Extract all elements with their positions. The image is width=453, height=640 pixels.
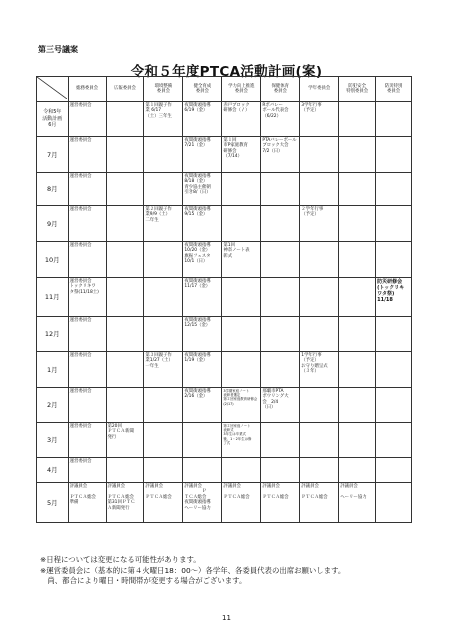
plan-cell: 運営委員会 — [68, 206, 106, 242]
plan-cell: PTAバレーボール ブロック大会 7/2（日） — [261, 137, 300, 173]
plan-cell — [106, 173, 144, 206]
plan-cell: 夜間街頭指導 2/16（金） — [183, 388, 222, 423]
note-line: ※運営委員会に（基本的に第４火曜日18：00～）各学年、各委員代表の出席お願いします。 — [40, 565, 346, 575]
plan-cell: 評議員会 Ｐ ＴＣＡ総会 夜間街頭指導 ヘーリー協力 — [183, 483, 222, 523]
month-label: 1月 — [37, 352, 69, 388]
diagonal-line — [37, 77, 67, 99]
plan-cell: 評議員会 ＰＴＣＡ総会 準備 — [68, 483, 106, 523]
plan-cell — [222, 173, 261, 206]
plan-cell — [376, 388, 412, 423]
month-label: 12月 — [37, 317, 69, 352]
plan-cell — [339, 458, 376, 483]
document-title: 令和５年度PTCA活動計画(案) — [130, 64, 323, 80]
plan-cell — [106, 278, 144, 317]
plan-cell — [106, 458, 144, 483]
month-row — [37, 352, 412, 388]
plan-cell — [300, 242, 339, 278]
plan-cell: 1学年行事 （予定） お守り贈呈式 （３年） — [300, 352, 339, 388]
column-header: 防犯安全 特別委員会 — [339, 77, 376, 102]
plan-cell — [339, 317, 376, 352]
plan-cell — [300, 458, 339, 483]
plan-cell — [144, 317, 183, 352]
plan-cell — [144, 388, 183, 423]
plan-cell — [339, 242, 376, 278]
plan-cell: 運営委員会 — [68, 173, 106, 206]
activity-plan-table — [36, 76, 412, 523]
plan-cell: 夜間街頭指導 8/18（金） 青少協主催朝 引き8/（日） — [183, 173, 222, 206]
plan-cell — [300, 173, 339, 206]
plan-cell — [339, 388, 376, 423]
plan-cell — [222, 317, 261, 352]
plan-cell: 評議員会 ＰＴＣＡ総会 — [261, 483, 300, 523]
month-label: 9月 — [37, 206, 69, 242]
plan-cell: ２学年行事 （予定） — [300, 206, 339, 242]
column-header: 健全育成 委員会 — [183, 77, 222, 102]
month-label: 10月 — [37, 242, 69, 278]
plan-cell — [300, 388, 339, 423]
plan-cell: 運営委員会 — [68, 102, 106, 137]
plan-cell — [261, 352, 300, 388]
plan-cell: 夜間街頭指導 9/15（金） — [183, 206, 222, 242]
plan-cell — [339, 137, 376, 173]
plan-cell: 第２回家庭ノート 表彰式 3年生は卒業式 後、1・2年生は修 了式 — [222, 423, 261, 458]
plan-cell — [261, 173, 300, 206]
plan-cell — [222, 352, 261, 388]
plan-cell — [106, 206, 144, 242]
plan-cell — [106, 137, 144, 173]
plan-cell: 運営委員会 トックリキワ タ祭(11/18土) — [68, 278, 106, 317]
plan-cell: 運営委員会 — [68, 388, 106, 423]
plan-cell: 第２回親子作 業9/9（土） 二年生 — [144, 206, 183, 242]
month-row — [37, 388, 412, 423]
plan-cell — [376, 352, 412, 388]
plan-cell: 評議員会 ヘーリー協力 — [339, 483, 376, 523]
plan-cell — [106, 242, 144, 278]
month-row — [37, 173, 412, 206]
plan-cell — [222, 278, 261, 317]
plan-cell: 評議員会 ＰＴＣＡ総会 第31回ＰＴＣ Ａ新聞発行 — [106, 483, 144, 523]
plan-cell: 防災研修会 (トックリキ ワタ祭) 11/18 — [376, 278, 412, 317]
plan-cell: 第３回親子作 業1/27（土） 一年生 — [144, 352, 183, 388]
plan-cell — [300, 278, 339, 317]
plan-cell — [339, 173, 376, 206]
plan-cell — [261, 317, 300, 352]
plan-cell — [144, 137, 183, 173]
plan-cell — [261, 206, 300, 242]
plan-cell — [300, 423, 339, 458]
plan-cell: 第1回 神奈ノート表 彰式 — [222, 242, 261, 278]
plan-cell — [144, 423, 183, 458]
plan-cell — [261, 278, 300, 317]
plan-cell — [339, 352, 376, 388]
plan-cell — [376, 317, 412, 352]
plan-cell: 3学期家庭ノート 表彰者選定 第２回家庭教育研修会 (2/17) — [222, 388, 261, 423]
column-header: 学年委員会 — [300, 77, 339, 102]
plan-cell: 夜間街頭指導 6/19（金） — [183, 102, 222, 137]
plan-cell — [261, 423, 300, 458]
plan-cell: 評議員会 ＰＴＣＡ総会 — [144, 483, 183, 523]
plan-cell: 評議員会 ＰＴＣＡ総会 — [300, 483, 339, 523]
plan-cell — [144, 278, 183, 317]
column-header: 防災特別 委員会 — [376, 77, 412, 102]
corner-cell — [37, 77, 69, 102]
plan-cell — [144, 242, 183, 278]
column-header: 学力向上推進 委員会 — [222, 77, 261, 102]
month-row — [37, 206, 412, 242]
notes — [40, 555, 345, 587]
plan-cell — [222, 206, 261, 242]
month-row — [37, 317, 412, 352]
plan-cell: 運営委員会 — [68, 423, 106, 458]
plan-cell — [144, 458, 183, 483]
plan-cell — [339, 206, 376, 242]
plan-cell — [376, 206, 412, 242]
column-header: 広報委員会 — [106, 77, 144, 102]
page-number: 11 — [222, 614, 231, 622]
plan-cell — [376, 423, 412, 458]
plan-cell — [339, 278, 376, 317]
plan-cell: 第１回親子作 業 6/17 （土）三年生 — [144, 102, 183, 137]
month-label: 5月 — [37, 483, 69, 523]
plan-cell: 夜間街頭指導 12/15（金） — [183, 317, 222, 352]
plan-cell — [339, 102, 376, 137]
plan-cell: Rボバレー ボール代表会 （6/22） — [261, 102, 300, 137]
plan-cell: 夜間街頭指導 10/20（金） 旗振フェスタ 10/1（日） — [183, 242, 222, 278]
plan-cell — [376, 173, 412, 206]
plan-cell: 運営委員会 — [68, 137, 106, 173]
month-row — [37, 102, 412, 137]
plan-cell — [261, 458, 300, 483]
header-row — [37, 77, 412, 102]
plan-cell: 運営委員会 — [68, 458, 106, 483]
month-label: 令和5年 活動計画 6月 — [37, 102, 69, 137]
plan-cell — [376, 483, 412, 523]
month-row — [37, 242, 412, 278]
plan-cell: 運営委員会 — [68, 352, 106, 388]
plan-cell: 第20回 ＰＴＣＡ新聞 発行 — [106, 423, 144, 458]
document-label: 第三号議案 — [38, 45, 78, 54]
plan-cell: 那覇市PTA ボウリング大 会 2/4 （日） — [261, 388, 300, 423]
plan-cell — [222, 458, 261, 483]
month-row — [37, 423, 412, 458]
plan-cell: 3学年行事 （予定） — [300, 102, 339, 137]
plan-cell — [300, 317, 339, 352]
plan-cell: 赤戸ブロック 研修会（ / ） — [222, 102, 261, 137]
plan-cell: 第１回 市P家庭教育 研修会 （7/14） — [222, 137, 261, 173]
plan-cell: 運営委員会 — [68, 317, 106, 352]
plan-cell — [144, 173, 183, 206]
column-header: 環境整備 委員会 — [144, 77, 183, 102]
plan-cell: 運営委員会 — [68, 242, 106, 278]
column-header: 総務委員会 — [68, 77, 106, 102]
plan-cell — [106, 317, 144, 352]
month-label: 4月 — [37, 458, 69, 483]
plan-cell — [339, 423, 376, 458]
plan-cell: 夜間街頭指導 7/21（金） — [183, 137, 222, 173]
month-row — [37, 137, 412, 173]
month-label: 3月 — [37, 423, 69, 458]
plan-cell — [106, 352, 144, 388]
plan-cell — [376, 102, 412, 137]
plan-cell — [183, 423, 222, 458]
month-row — [37, 278, 412, 317]
note-line: ※日程については変更になる可能性があります。 — [40, 555, 201, 564]
plan-cell — [261, 242, 300, 278]
column-header: 保健体育 委員会 — [261, 77, 300, 102]
plan-body — [37, 102, 412, 523]
plan-cell — [376, 137, 412, 173]
plan-cell: 夜間街頭指導 1/19（金） — [183, 352, 222, 388]
plan-cell — [106, 102, 144, 137]
plan-cell — [183, 458, 222, 483]
plan-cell: 夜間街頭指導 11/17（金） — [183, 278, 222, 317]
month-label: 7月 — [37, 137, 69, 173]
plan-cell — [376, 458, 412, 483]
month-label: 8月 — [37, 173, 69, 206]
plan-cell — [106, 388, 144, 423]
month-label: 2月 — [37, 388, 69, 423]
plan-cell — [300, 137, 339, 173]
month-row — [37, 458, 412, 483]
plan-cell: 評議員会 ＰＴＣＡ総会 — [222, 483, 261, 523]
plan-cell — [376, 242, 412, 278]
note-line: 尚、都合により曜日・時間帯が変更する場合がございます。 — [40, 576, 247, 585]
month-label: 11月 — [37, 278, 69, 317]
month-row — [37, 483, 412, 523]
